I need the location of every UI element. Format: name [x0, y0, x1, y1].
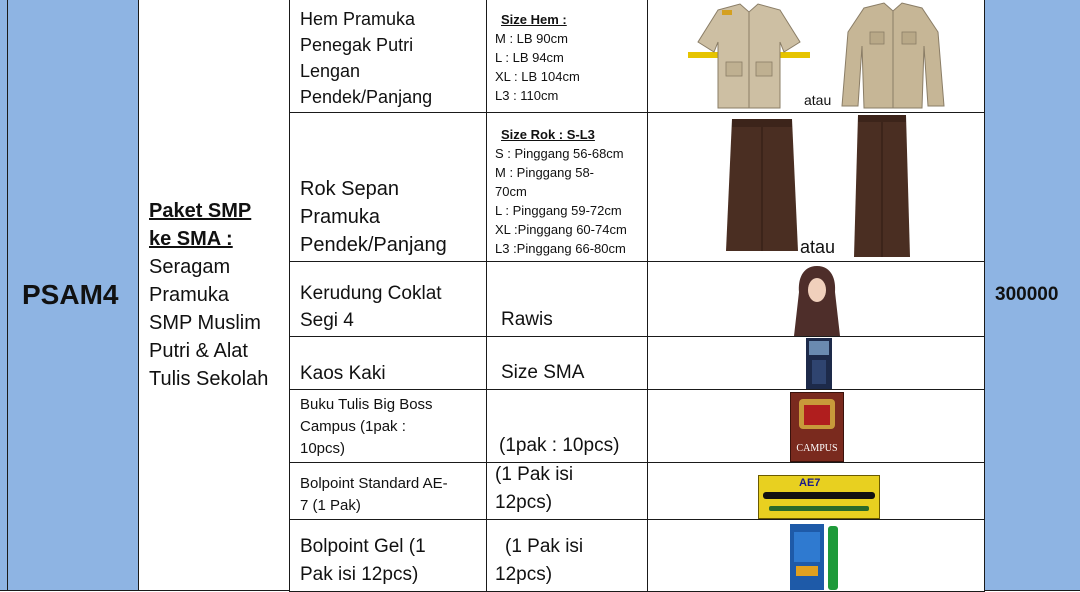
- item-name-line: Pramuka: [300, 206, 381, 228]
- package-desc-line: Putri & Alat: [149, 340, 248, 362]
- pen-box-image: [758, 475, 880, 519]
- package-code: PSAM4: [22, 279, 119, 310]
- atau-label: atau: [800, 237, 836, 257]
- size-cell-kerudung: [486, 261, 648, 337]
- item-name-line: Bolpoint Standard AE-: [300, 475, 448, 492]
- image-cell-bolpoint-standard: [647, 462, 985, 520]
- item-cell-buku-tulis: [289, 389, 487, 463]
- size-value: Rawis: [501, 309, 553, 330]
- size-line: S : Pinggang 56-68cm: [495, 146, 624, 161]
- size-cell-hem: [486, 0, 648, 113]
- long-sleeve-shirt-image: [840, 2, 946, 110]
- package-desc-line: SMP Muslim: [149, 312, 261, 334]
- image-cell-hem: [647, 0, 985, 113]
- short-sleeve-shirt-image: [688, 2, 810, 110]
- package-price: 300000: [995, 284, 1059, 305]
- socks-image: [806, 338, 832, 390]
- item-cell-bolpoint-standard: [289, 462, 487, 520]
- short-skirt-image: [724, 119, 800, 253]
- package-desc-line: Tulis Sekolah: [149, 368, 269, 390]
- size-line: XL : LB 104cm: [495, 69, 580, 84]
- item-name-line: Rok Sepan: [300, 178, 399, 200]
- item-cell-rok: [289, 112, 487, 262]
- notebook-brand-text: CAMPUS: [796, 443, 838, 454]
- size-cell-buku-tulis: [486, 389, 648, 463]
- item-name-line: Hem Pramuka: [300, 9, 416, 29]
- atau-label: atau: [804, 92, 832, 108]
- size-cell-bolpoint-gel: [486, 519, 648, 592]
- item-name-line: Buku Tulis Big Boss: [300, 396, 433, 413]
- item-name-line: Pendek/Panjang: [300, 234, 447, 256]
- item-cell-hem: [289, 0, 487, 113]
- notebook-image: [790, 392, 844, 462]
- item-name-line: 7 (1 Pak): [300, 497, 361, 514]
- gel-pen-image: [788, 522, 844, 592]
- long-skirt-image: [852, 115, 912, 259]
- item-name-line: Campus (1pak :: [300, 418, 406, 435]
- item-name-line: Pak isi 12pcs): [300, 564, 419, 585]
- item-name-line: Lengan: [300, 61, 361, 81]
- image-cell-kaos-kaki: [647, 336, 985, 390]
- package-title-line-2: ke SMA :: [149, 228, 233, 250]
- size-cell-rok: [486, 112, 648, 262]
- item-name-line: Segi 4: [300, 310, 354, 331]
- image-cell-buku-tulis: [647, 389, 985, 463]
- size-value: (1pak : 10pcs): [499, 435, 620, 456]
- item-name-line: 10pcs): [300, 440, 346, 457]
- item-name-line: Kaos Kaki: [300, 363, 386, 384]
- size-value-line: 12pcs): [495, 564, 553, 585]
- item-name-line: Pendek/Panjang: [300, 87, 433, 107]
- size-value-line: (1 Pak isi: [495, 464, 574, 485]
- pen-brand-text: AE7: [799, 477, 821, 489]
- size-line: L : Pinggang 59-72cm: [495, 203, 622, 218]
- package-title-line-1: Paket SMP: [149, 200, 252, 222]
- size-line: M : Pinggang 58-: [495, 165, 595, 180]
- item-cell-kaos-kaki: [289, 336, 487, 390]
- size-line: L : LB 94cm: [495, 50, 564, 65]
- size-line: M : LB 90cm: [495, 31, 568, 46]
- size-header: Size Hem :: [501, 12, 567, 27]
- image-cell-kerudung: [647, 261, 985, 337]
- image-cell-bolpoint-gel: [647, 519, 985, 592]
- package-desc-line: Pramuka: [149, 284, 230, 306]
- size-line: 70cm: [495, 184, 527, 199]
- price-cell: [984, 0, 1080, 591]
- size-line: L3 : 110cm: [495, 88, 559, 103]
- size-line: L3 :Pinggang 66-80cm: [495, 241, 626, 256]
- image-cell-rok: [647, 112, 985, 262]
- item-name-line: Bolpoint Gel (1: [300, 536, 426, 557]
- package-description-cell: [138, 0, 290, 591]
- item-cell-kerudung: [289, 261, 487, 337]
- package-desc-line: Seragam: [149, 256, 231, 278]
- size-cell-bolpoint-standard: [486, 462, 648, 520]
- item-name-line: Kerudung Coklat: [300, 283, 442, 304]
- size-value-line: (1 Pak isi: [505, 536, 584, 557]
- package-code-cell: [7, 0, 139, 591]
- size-header: Size Rok : S-L3: [501, 127, 595, 142]
- size-value: Size SMA: [501, 362, 585, 383]
- size-value-line: 12pcs): [495, 492, 553, 513]
- item-name-line: Penegak Putri: [300, 35, 414, 55]
- item-cell-bolpoint-gel: [289, 519, 487, 592]
- hijab-image: [794, 264, 840, 336]
- size-line: XL :Pinggang 60-74cm: [495, 222, 627, 237]
- size-cell-kaos-kaki: [486, 336, 648, 390]
